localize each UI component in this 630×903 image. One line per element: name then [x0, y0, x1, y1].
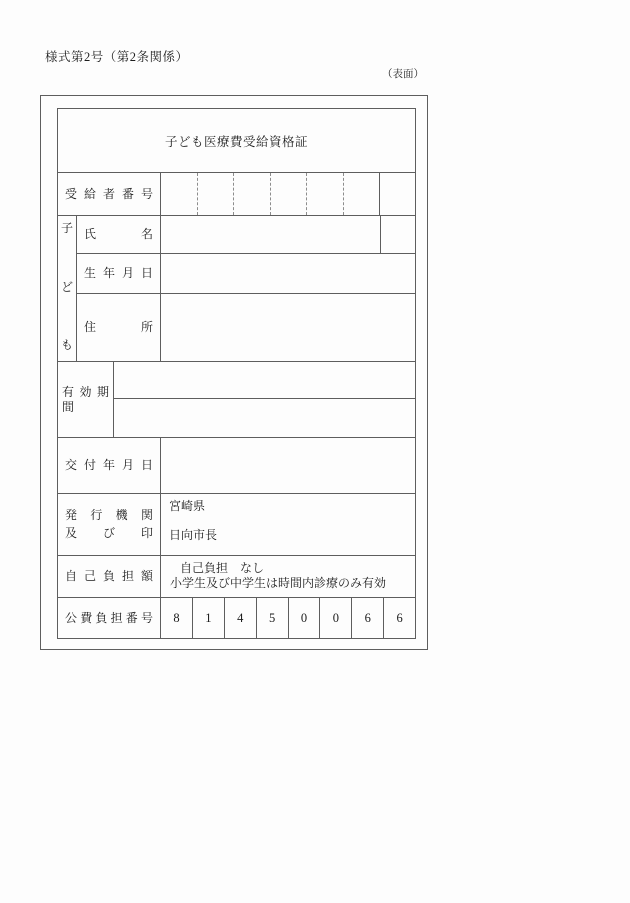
- issuer-row: [58, 494, 415, 556]
- public-expense-number-digits: [161, 598, 415, 638]
- valid-period-fields: [114, 362, 415, 437]
- issue-date-label-cell: [58, 438, 161, 493]
- child-section: [58, 216, 415, 362]
- copay-note: 小学生及び中学生は時間内診療のみ有効: [170, 576, 387, 590]
- digit-cell: 6: [352, 598, 384, 638]
- issuer-label-line2: 及 び 印: [65, 526, 153, 540]
- recipient-number-digit-cell: [307, 173, 344, 215]
- name-row: [77, 216, 415, 254]
- recipient-number-field: [161, 173, 415, 215]
- address-field: [161, 294, 415, 361]
- child-char: ど: [60, 279, 73, 294]
- child-vertical-label: [58, 216, 77, 361]
- copay-amount: 自己負担 なし: [180, 561, 265, 575]
- name-field: [161, 216, 380, 253]
- birth-date-row: [77, 254, 415, 294]
- issuer-value: [161, 494, 415, 555]
- recipient-number-digit-cell: [234, 173, 271, 215]
- digit-cell: 4: [225, 598, 257, 638]
- digit-cell: 0: [320, 598, 352, 638]
- public-expense-number-row: [58, 598, 415, 638]
- digit-cell: 0: [289, 598, 321, 638]
- issuer-label: [65, 508, 153, 541]
- valid-period-start-field: [114, 362, 415, 399]
- recipient-number-digit-cell: [198, 173, 235, 215]
- copay-label-cell: [58, 556, 161, 597]
- public-expense-number-label: 公 費 負 担 番 号: [65, 610, 153, 625]
- recipient-number-label-cell: [58, 173, 161, 215]
- title-row: [58, 109, 415, 173]
- valid-period-label-cell: [58, 362, 114, 437]
- name-side-cell: [380, 216, 415, 253]
- digit-cell: 1: [193, 598, 225, 638]
- digit-cell: 6: [396, 610, 403, 625]
- form-number-note: 様式第2号（第2条関係）: [45, 50, 189, 64]
- child-rows: [77, 216, 415, 361]
- birth-date-label-cell: [77, 254, 161, 293]
- valid-period-row: [58, 362, 415, 438]
- copay-value: [161, 556, 415, 597]
- front-side-note: （表面）: [382, 69, 424, 80]
- issuer-prefecture: 宮崎県: [169, 499, 206, 513]
- issuer-mayor: 日向市長: [169, 528, 218, 542]
- issue-date-row: [58, 438, 415, 494]
- recipient-number-row: [58, 173, 415, 216]
- valid-period-label: 有効期間: [62, 384, 109, 414]
- birth-date-label: 生 年 月 日: [84, 266, 153, 280]
- recipient-number-label: 受 給 者 番 号: [65, 186, 153, 201]
- child-char: も: [60, 338, 73, 352]
- birth-date-field: [161, 254, 415, 293]
- address-label-cell: [77, 294, 161, 361]
- issue-date-field: [161, 438, 415, 493]
- recipient-number-digit-cell: [344, 173, 381, 215]
- public-expense-number-label-cell: [58, 598, 161, 638]
- child-char: 子: [60, 221, 73, 235]
- recipient-number-digit-cell: [271, 173, 308, 215]
- valid-period-end-field: [114, 399, 415, 437]
- recipient-number-check-cell: [380, 173, 415, 215]
- certificate-table: [57, 108, 416, 639]
- certificate-title: 子ども医療費受給資格証: [164, 134, 308, 149]
- address-row: [77, 294, 415, 361]
- issuer-label-line1: 発 行 機 関: [65, 508, 153, 522]
- issue-date-label: 交 付 年 月 日: [65, 458, 153, 472]
- digit-cell: 5: [257, 598, 289, 638]
- copay-label: 自 己 負 担 額: [65, 569, 153, 583]
- digit-cell: 8: [161, 598, 193, 638]
- recipient-number-digit-cell: [161, 173, 198, 215]
- issuer-label-cell: [58, 494, 161, 555]
- name-label: 氏 名: [84, 227, 153, 241]
- name-label-cell: [77, 216, 161, 253]
- copay-row: [58, 556, 415, 598]
- address-label: 住 所: [84, 320, 153, 334]
